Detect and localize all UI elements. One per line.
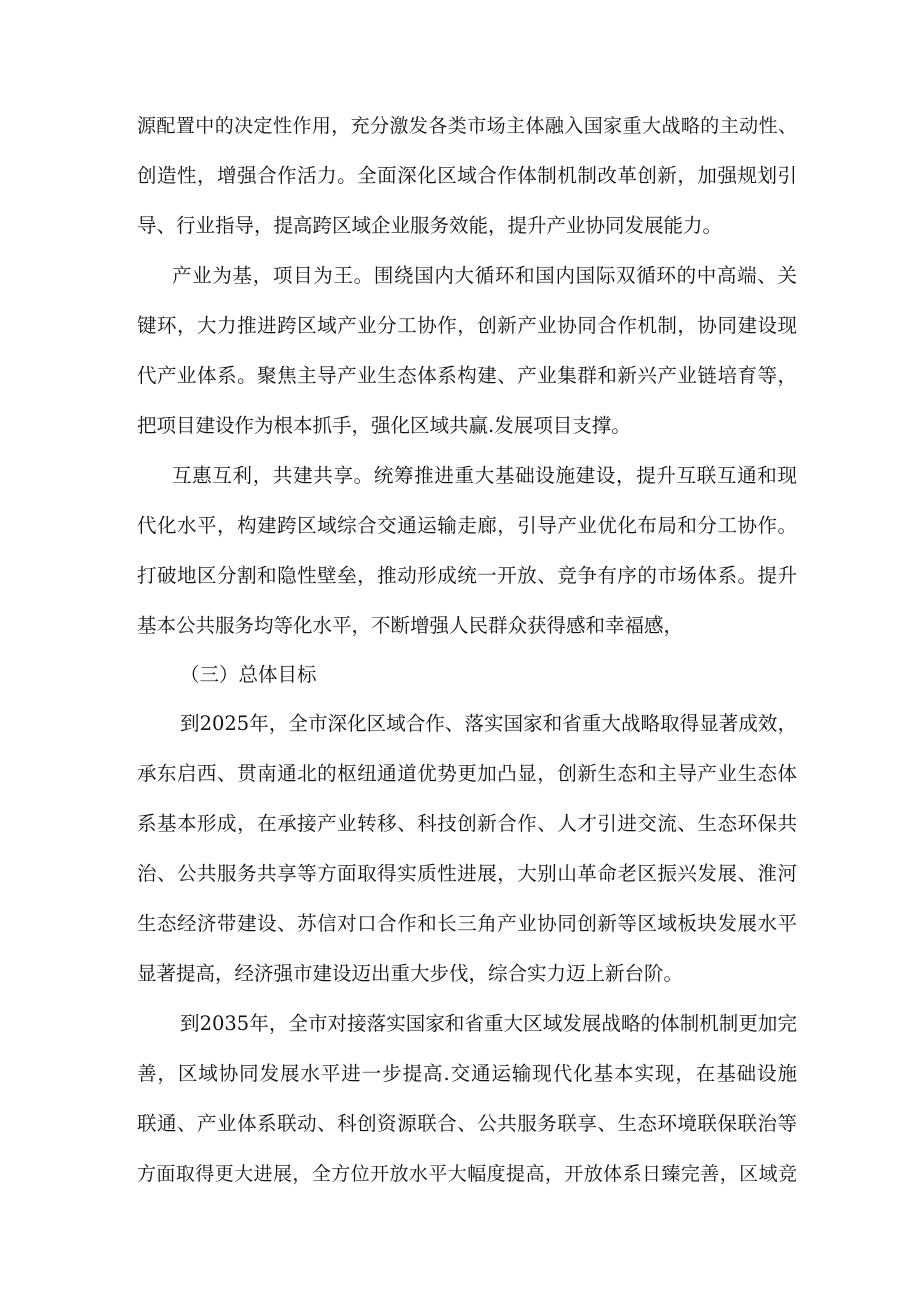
- text-line: 方面取得更大进展，全方位开放水平大幅度提高，开放体系日臻完善，区域竞: [137, 1163, 797, 1185]
- text-line: 显著提高，经济强市建设迈出重大步伐，综合实力迈上新台阶。: [137, 962, 684, 985]
- text-line: 键环，大力推进跨区域产业分工协作，创新产业协同合作机制，协同建设现: [137, 314, 797, 337]
- text-line: 治、公共服务共享等方面取得实质性进展，大别山革命老区振兴发展、淮河: [137, 862, 797, 885]
- section-heading: （三）总体目标: [180, 663, 317, 686]
- text-line: 基本公共服务均等化水平，不断增强人民群众获得感和幸福感，: [137, 614, 684, 637]
- text-line: 承东启西、贯南通北的枢纽通道优势更加凸显，创新生态和主导产业生态体: [137, 762, 797, 785]
- paragraph-first-line: 到2035年，全市对接落实国家和省重大区域发展战略的体制机制更加完: [180, 1012, 797, 1035]
- paragraph-first-line: 产业为基，项目为王。围绕国内大循环和国内国际双循环的中高端、关: [172, 264, 797, 287]
- text-line: 善，区域协同发展水平进一步提高.交通运输现代化基本实现，在基础设施: [137, 1062, 797, 1085]
- text-line: 系基本形成，在承接产业转移、科技创新合作、人才引进交流、生态环保共: [137, 812, 797, 835]
- text-line: 代化水平，构建跨区域综合交通运输走廊，引导产业优化布局和分工协作。: [137, 514, 797, 537]
- text-line: 导、行业指导，提高跨区域企业服务效能，提升产业协同发展能力。: [137, 214, 723, 237]
- paragraph-first-line: 互惠互利，共建共享。统筹推进重大基础设施建设，提升互联互通和现: [172, 464, 797, 487]
- text-line: 源配置中的决定性作用，充分激发各类市场主体融入国家重大战略的主动性、: [137, 115, 797, 137]
- text-line: 创造性，增强合作活力。全面深化区域合作体制机制改革创新，加强规划引: [137, 164, 797, 187]
- text-line: 把项目建设作为根本抓手，强化区域共赢.发展项目支撑。: [137, 414, 631, 437]
- text-line: 代产业体系。聚焦主导产业生态体系构建、产业集群和新兴产业链培育等，: [137, 364, 797, 387]
- text-line: 生态经济带建设、苏信对口合作和长三角产业协同创新等区域板块发展水平: [137, 912, 797, 935]
- text-line: 联通、产业体系联动、科创资源联合、公共服务联享、生态环境联保联治等: [137, 1112, 797, 1135]
- text-line: 打破地区分割和隐性壁垒，推动形成统一开放、竞争有序的市场体系。提升: [137, 564, 797, 587]
- paragraph-first-line: 到2025年，全市深化区域合作、落实国家和省重大战略取得显著成效，: [180, 712, 797, 735]
